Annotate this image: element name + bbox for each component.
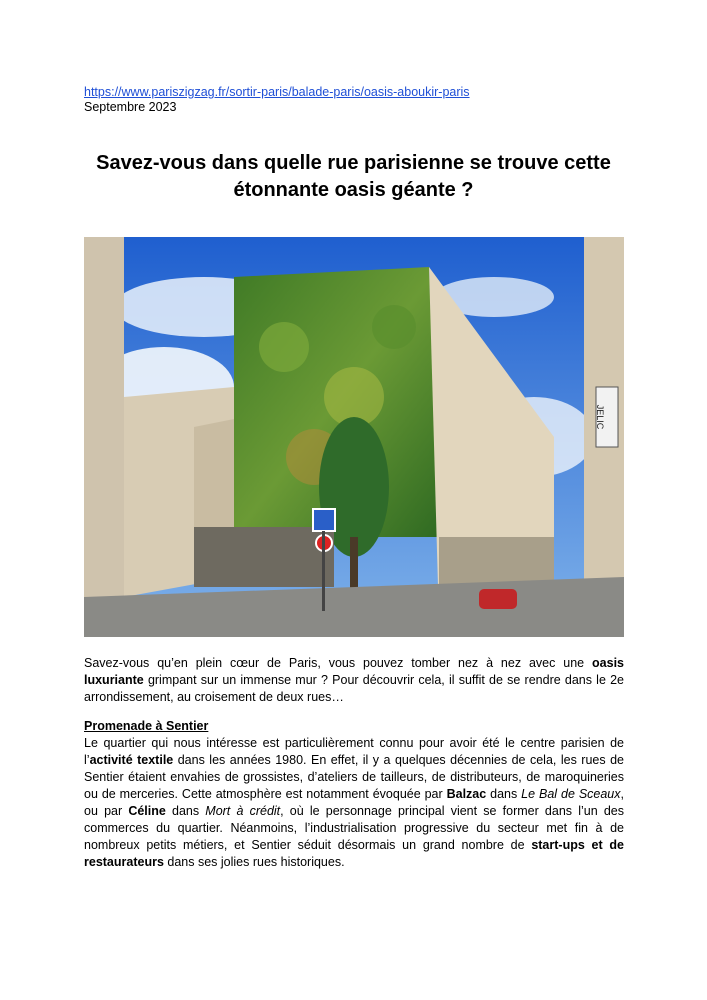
article-title: Savez-vous dans quelle rue parisienne se trouve cette étonnante oasis géante ? [96, 152, 611, 201]
intro-paragraph: Savez-vous qu’en plein cœur de Paris, vous pouvez tomber nez à nez avec une oasis luxuriante grimpant sur un immense mur ? Pour découvrir cela, il suffit de se rendre dans le 2e arrondissement, au croisement de deux rues… [84, 656, 624, 704]
article-photo [84, 237, 624, 637]
publication-date: Septembre 2023 [84, 100, 177, 114]
source-link[interactable]: https://www.pariszigzag.fr/sortir-paris/balade-paris/oasis-aboukir-paris [84, 85, 470, 99]
shop-sign: JELIC [595, 404, 605, 430]
section-paragraph: Le quartier qui nous intéresse est particulièrement connu pour avoir été le centre parisien de l’activité textile dans les années 1980. En effet, il y a quelques décennies de cela, les rues de Sentier étaient envahies de grossistes, d’ateliers de tailleurs, de distributeurs, de maroquineries ou de merceries. Cette atmosphère est notamment évoquée par Balzac dans Le Bal de Sceaux, ou par Céline dans Mort à crédit, où le personnage principal vient se former dans l’un des commerces du quartier. Néanmoins, l’industrialisation progressive du secteur met fin à de nombreux petits métiers, et Sentier séduit désormais un grand nombre de start-ups et de restaurateurs dans ses jolies rues historiques. [84, 736, 624, 869]
section-heading: Promenade à Sentier [84, 719, 209, 733]
